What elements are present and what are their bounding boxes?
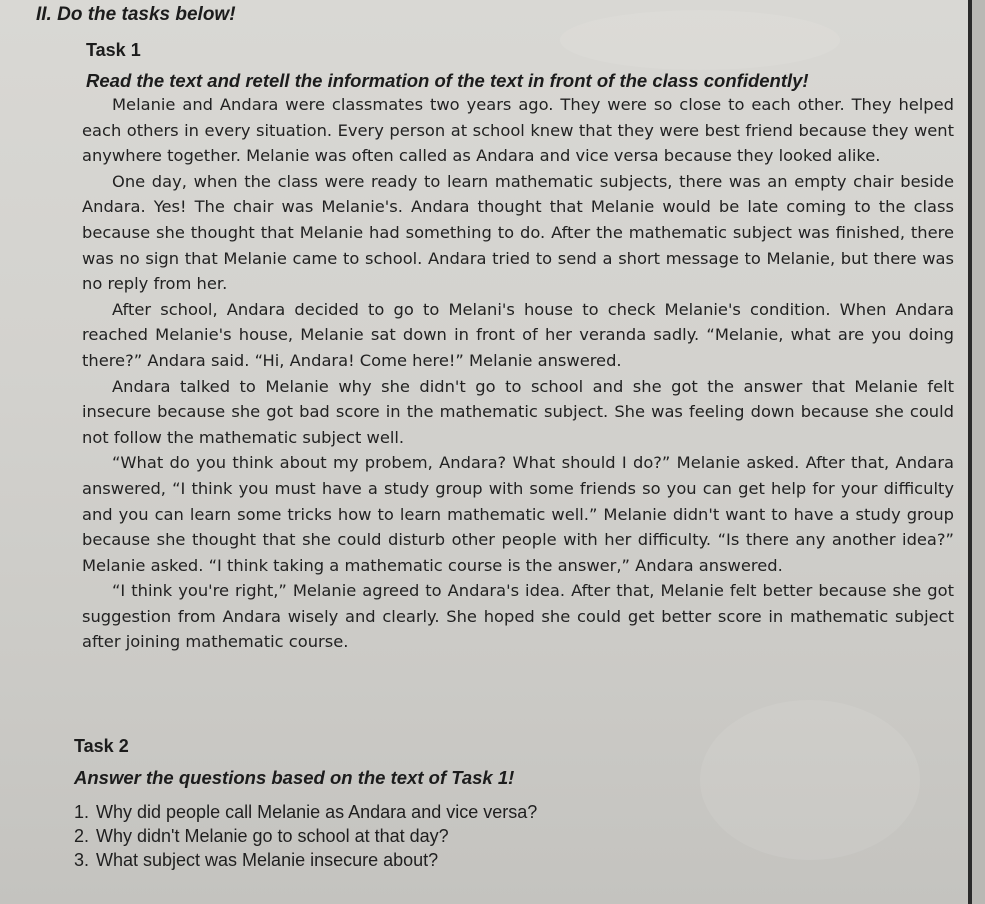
question-number: 1. bbox=[74, 802, 90, 822]
section-title: II. Do the tasks below! bbox=[36, 4, 236, 25]
question-number: 2. bbox=[74, 826, 90, 846]
task1-instruction: Read the text and retell the information of the text in front of the class confidently! bbox=[86, 70, 809, 91]
task2-label: Task 2 bbox=[74, 736, 129, 756]
question-item bbox=[74, 848, 537, 872]
question-item bbox=[74, 824, 537, 848]
question-text: Why didn't Melanie go to school at that day? bbox=[96, 826, 449, 846]
question-list bbox=[74, 800, 537, 872]
question-item bbox=[74, 800, 537, 824]
question-text: Why did people call Melanie as Andara and vice versa? bbox=[96, 802, 538, 822]
story-paragraph: Andara talked to Melanie why she didn't go to school and she got the answer that Melanie felt insecure because she got bad score in the mathematic subject. She was feeling down because she could not follow the mathematic subject well. bbox=[82, 376, 954, 447]
question-text: What subject was Melanie insecure about? bbox=[96, 850, 439, 870]
story-paragraph: One day, when the class were ready to learn mathematic subjects, there was an empty chair beside Andara. Yes! The chair was Melanie's. Andara thought that Melanie would be late coming to the class because she thought that Melanie had something to do. After the mathematic subject was finished, there was no sign that Melanie came to school. Andara tried to send a short message to Melanie, but there was no reply from her. bbox=[82, 171, 954, 294]
task1-label: Task 1 bbox=[86, 40, 141, 60]
story-paragraph: Melanie and Andara were classmates two years ago. They were so close to each other. They helped each others in every situation. Every person at school knew that they were best friend because they went anywhere together. Melanie was often called as Andara and vice versa because they looked alike. bbox=[82, 95, 954, 166]
task2-instruction: Answer the questions based on the text of Task 1! bbox=[74, 767, 515, 788]
paper-stain bbox=[560, 10, 840, 70]
question-number: 3. bbox=[74, 850, 90, 870]
background-strip bbox=[972, 0, 985, 904]
story-paragraph: “What do you think about my probem, Andara? What should I do?” Melanie asked. After that, Andara answered, “I think you must have a study group with some friends so you can get help for your difficulty and you can learn some tricks how to learn mathematic well.” Melanie didn't want to have a study group because she thought that she could disturb other people with her difficulty. “Is there any another idea?” Melanie asked. “I think taking a mathematic course is the answer,” Andara answered. bbox=[82, 453, 954, 575]
reading-text bbox=[82, 92, 954, 655]
story-paragraph: After school, Andara decided to go to Melani's house to check Melanie's condition. When Andara reached Melanie's house, Melanie sat down in front of her veranda sadly. “Melanie, what are you doing there?” Andara said. “Hi, Andara! Come here!” Melanie answered. bbox=[82, 299, 954, 370]
paper-stain bbox=[700, 700, 920, 860]
story-paragraph: “I think you're right,” Melanie agreed to Andara's idea. After that, Melanie felt better because she got suggestion from Andara wisely and clearly. She hoped she could get better score in mathematic subject after joining mathematic course. bbox=[82, 581, 954, 652]
